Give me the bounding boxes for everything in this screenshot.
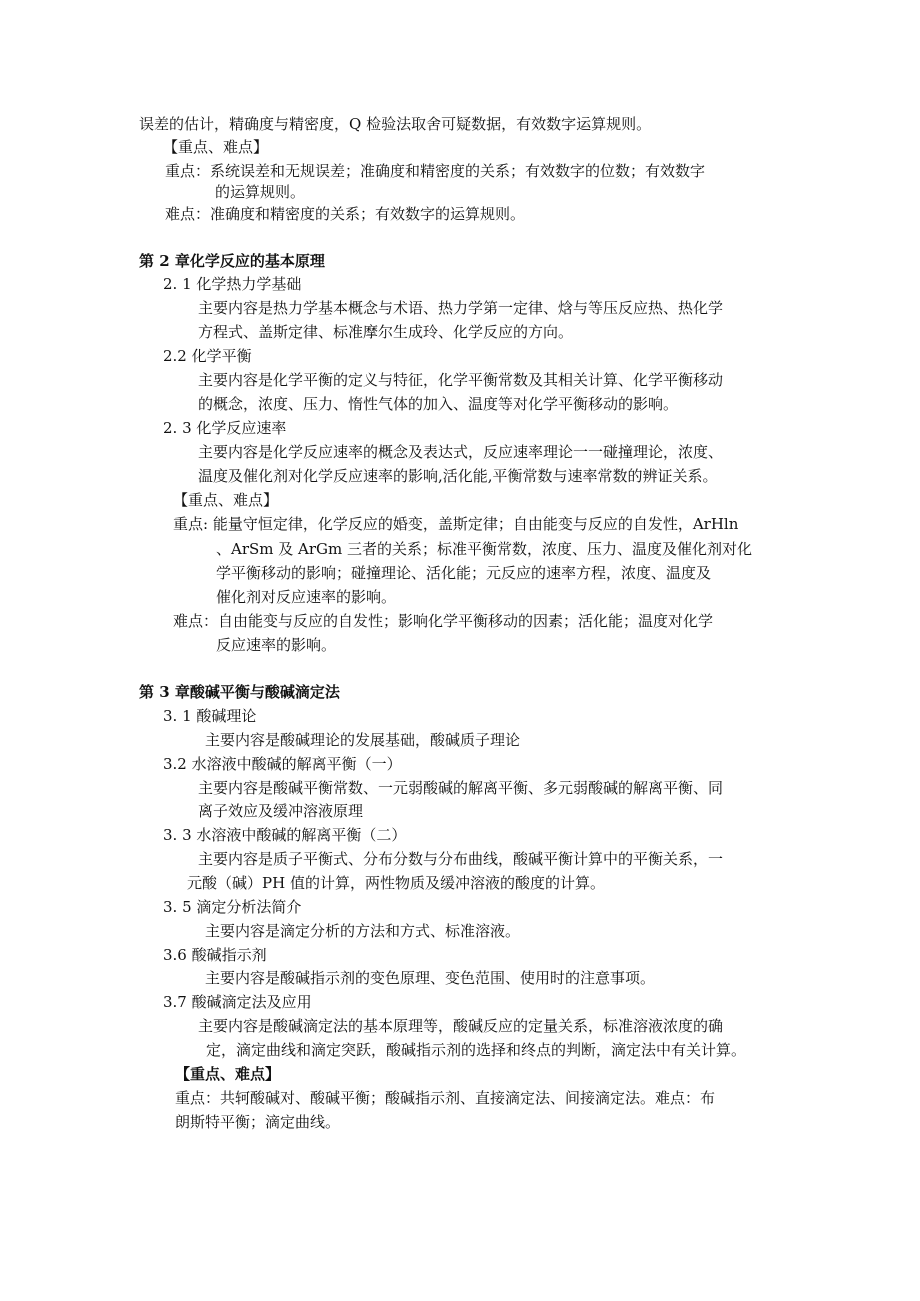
- text-line: 离子效应及缓冲溶液原理: [198, 802, 364, 820]
- section-title: 2. 1 化学热力学基础: [163, 275, 302, 293]
- text-line: 主要内容是酸碱平衡常数、一元弱酸碱的解离平衡、多元弱酸碱的解离平衡、同: [198, 779, 724, 797]
- section-title: 2. 3 化学反应速率: [163, 419, 287, 437]
- text-line: 学平衡移动的影响；碰撞理论、活化能；元反应的速率方程，浓度、温度及: [216, 564, 712, 582]
- text-line: 的概念，浓度、压力、惰性气体的加入、温度等对化学平衡移动的影响。: [198, 395, 679, 413]
- text-line: 主要内容是化学反应速率的概念及表达式，反应速率理论一一碰撞理论，浓度、: [198, 443, 724, 461]
- text-line: 主要内容是滴定分析的方法和方式、标准溶液。: [205, 922, 521, 940]
- section-title: 2.2 化学平衡: [163, 347, 252, 365]
- section-title: 3. 3 水溶液中酸碱的解离平衡（二）: [163, 826, 407, 844]
- text-line: 重点：系统误差和无规误差；准确度和精密度的关系；有效数字的位数；有效数字: [165, 162, 706, 180]
- text-line: 主要内容是酸碱滴定法的基本原理等，酸碱反应的定量关系，标准溶液浓度的确: [198, 1017, 724, 1035]
- text-line: 重点: 能量守恒定律，化学反应的婚变，盖斯定律；自由能变与反应的自发性，ArHln: [173, 515, 739, 533]
- text-line: 主要内容是化学平衡的定义与特征，化学平衡常数及其相关计算、化学平衡移动: [198, 371, 724, 389]
- text-line: 反应速率的影响。: [216, 636, 337, 654]
- text-line: 重点：共轲酸碱对、酸碱平衡；酸碱指示剂、直接滴定法、间接滴定法。难点：布: [175, 1089, 716, 1107]
- section-heading: 【重点、难点】: [175, 1065, 281, 1083]
- text-line: 主要内容是酸碱理论的发展基础，酸碱质子理论: [205, 731, 521, 749]
- text-line: 误差的估计，精确度与精密度，Q 检验法取舍可疑数据，有效数字运算规则。: [139, 115, 652, 133]
- section-title: 3. 1 酸碱理论: [163, 707, 257, 725]
- text-line: 难点：准确度和精密度的关系；有效数字的运算规则。: [165, 205, 526, 223]
- section-heading: 【重点、难点】: [163, 138, 269, 156]
- text-line: 催化剂对反应速率的影响。: [216, 588, 397, 606]
- text-line: 元酸（碱）PH 值的计算，两性物质及缓冲溶液的酸度的计算。: [187, 874, 605, 892]
- text-line: 温度及催化剂对化学反应速率的影响,活化能,平衡常数与速率常数的辨证关系。: [198, 467, 718, 485]
- text-line: 主要内容是热力学基本概念与术语、热力学第一定律、焓与等压反应热、热化学: [198, 299, 724, 317]
- section-title: 3.6 酸碱指示剂: [163, 946, 267, 964]
- section-heading: 【重点、难点】: [173, 491, 279, 509]
- text-line: 朗斯特平衡；滴定曲线。: [175, 1113, 341, 1131]
- text-line: 、ArSm 及 ArGm 三者的关系；标准平衡常数，浓度、压力、温度及催化剂对化: [216, 540, 753, 558]
- text-line: 定，滴定曲线和滴定突跃，酸碱指示剂的选择和终点的判断，滴定法中有关计算。: [206, 1041, 747, 1059]
- text-line: 难点：自由能变与反应的自发性；影响化学平衡移动的因素；活化能；温度对化学: [173, 612, 714, 630]
- section-title: 3. 5 滴定分析法简介: [163, 898, 302, 916]
- chapter-title: 第 3 章酸碱平衡与酸碱滴定法: [139, 683, 340, 701]
- chapter-title: 第 2 章化学反应的基本原理: [139, 252, 325, 270]
- text-line: 方程式、盖斯定律、标准摩尔生成玲、化学反应的方向。: [198, 323, 574, 341]
- text-line: 的运算规则。: [215, 183, 306, 201]
- text-line: 主要内容是质子平衡式、分布分数与分布曲线，酸碱平衡计算中的平衡关系，一: [198, 850, 724, 868]
- section-title: 3.7 酸碱滴定法及应用: [163, 993, 312, 1011]
- section-title: 3.2 水溶液中酸碱的解离平衡（一）: [163, 755, 402, 773]
- text-line: 主要内容是酸碱指示剂的变色原理、变色范围、使用时的注意事项。: [205, 969, 656, 987]
